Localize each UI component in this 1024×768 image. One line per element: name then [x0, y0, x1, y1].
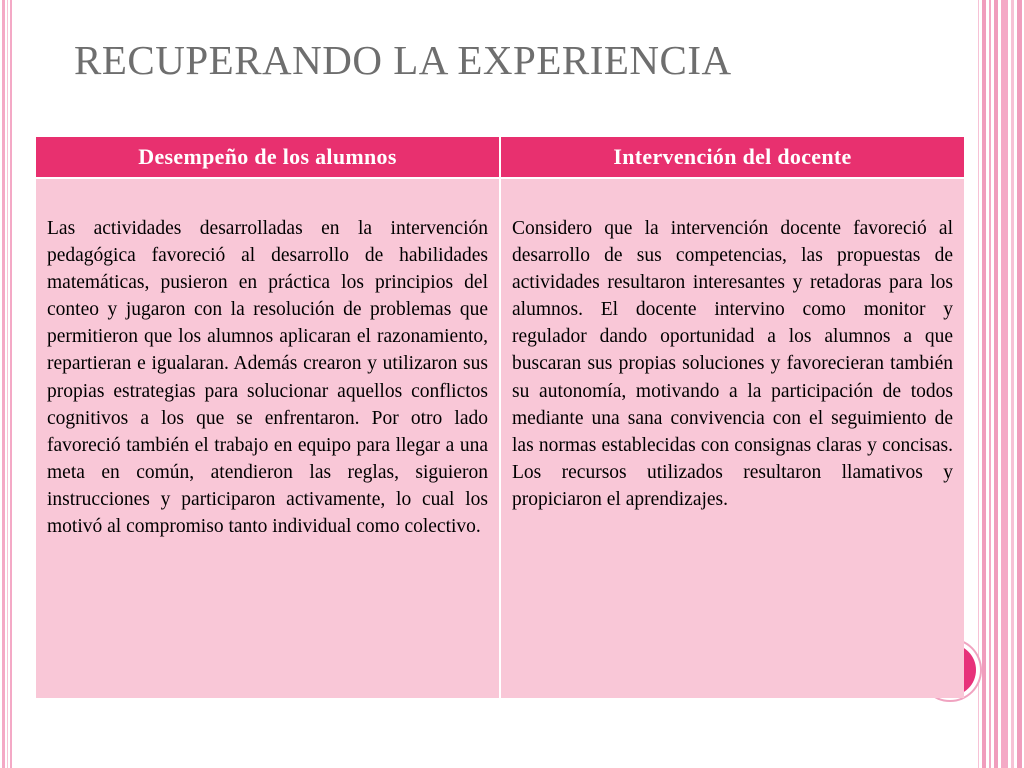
- header-teacher-intervention: Intervención del docente: [500, 136, 964, 178]
- header-student-performance: Desempeño de los alumnos: [36, 136, 500, 178]
- cell-student-performance: Las actividades desarrolladas en la intervención pedagógica favoreció al desarrollo de habilidades matemáticas, pusieron en práctica los principios del conteo y jugaron con la resolución de problemas que permitieron que los alumnos aplicaran el razonamiento, repartieran e igualaran. Además crearon y utilizaron sus propias estrategias para solucionar aquellos conflictos cognitivos a los que se enfrentaron. Por otro lado favoreció también el trabajo en equipo para llegar a una meta en común, atendieron las reglas, siguieron instrucciones y participaron activamente, lo cual los motivó al compromiso tanto individual como colectivo.: [36, 178, 500, 698]
- cell-teacher-intervention: Considero que la intervención docente favoreció al desarrollo de sus competencias, las propuestas de actividades resultaron interesantes y retadoras para los alumnos. El docente intervino como monitor y regulador dando oportunidad a los alumnos a que buscaran sus propias soluciones y favorecieran también su autonomía, motivando a la participación de todos mediante una sana convivencia con el seguimiento de las normas establecidas con consignas claras y concisas. Los recursos utilizados resultaron llamativos y propiciaron el aprendizajes.: [500, 178, 964, 698]
- right-decorative-lines: [976, 0, 1024, 768]
- left-decorative-lines: [0, 0, 14, 768]
- table-row: [36, 178, 964, 698]
- table-header-row: [36, 136, 964, 178]
- comparison-table: [36, 135, 964, 698]
- slide-title: RECUPERANDO LA EXPERIENCIA: [74, 37, 732, 83]
